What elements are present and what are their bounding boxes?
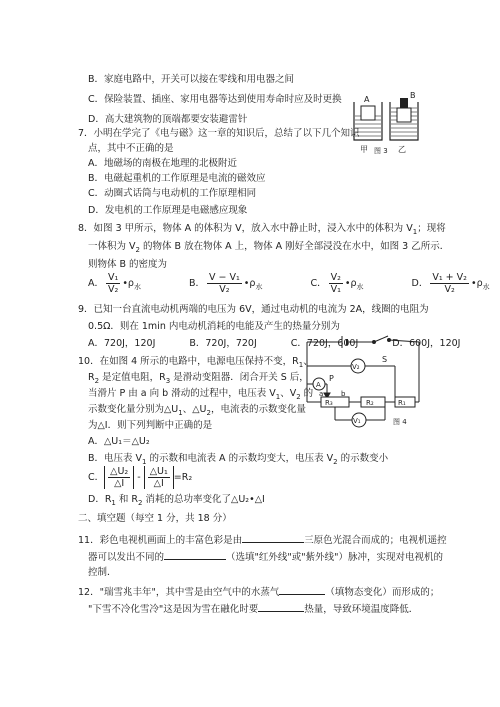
q11-line1: 11．彩色电视机画面上的丰富色彩是由 三原色光混合而成的；电视机遥控 (78, 532, 447, 547)
q10-stem-line5: 为△I．则下列判断中正确的是 (88, 420, 213, 431)
q9-option-d: D．600J，120J (392, 338, 461, 349)
q7-option-c: C．动圈式话筒与电动机的工作原理相同 (88, 188, 257, 199)
q10-stem-line3: 当滑片 P 由 a 向 b 滑动的过程中，电压表 $V_1$、$V_2$ 的 (88, 388, 314, 401)
q12-line2: "下雪不冷化雪冷"这是因为雪在融化时要 热量，导致环境温度降低． (88, 601, 418, 616)
figure-4-label-b: b (341, 390, 346, 398)
q10-stem-line1: 10．在如图 4 所示的电路中，电源电压保持不变，$R_1$、 (78, 356, 313, 369)
q9-stem-line1: 9．已知一台直流电动机两端的电压为 6V，通过电动机的电流为 2A，线圈的电阻为 (78, 304, 429, 315)
q7-option-b: B．电磁起重机的工作原理是电流的磁效应 (88, 173, 266, 184)
q10-option-c: C． $\frac{\text{△U₂}}{\triangle I}$ - $\frac{\text{△U₁}}{\triangle I}$ =R₂ (88, 466, 193, 489)
figure-4 (305, 332, 423, 430)
q7-stem-line1: 7．小明在学完了《电与磁》这一章的知识后，总结了以下几个知识 (78, 128, 360, 139)
figure-3-label-a: A (364, 95, 370, 104)
q9-option-c: C．720J，600J (290, 338, 359, 349)
q8-stem-line1: 8．如图 3 甲所示，物体 A 的体积为 V，放入水中静止时，浸入水中的体积为 $V_1$；现将 (78, 223, 446, 236)
q11-line2: 器可以发出不同的 （选填"红外线"或"紫外线"）脉冲，实现对电视机的 (88, 549, 443, 564)
figure-3-caption: 图 3 (374, 147, 388, 155)
q10-option-a: A．△U₁＝△U₂ (88, 436, 150, 447)
figure-4-label-v1: V₁ (353, 417, 361, 425)
q9-option-b: B．720J，720J (189, 338, 257, 349)
section-heading: 二、填空题（每空 1 分，共 18 分） (78, 513, 232, 524)
figure-3-label-jia: 甲 (360, 145, 368, 154)
figure-4-label-p: P (329, 374, 334, 383)
figure-3-label-b: B (410, 91, 416, 100)
figure-4-label-r2: R₂ (366, 399, 374, 407)
q6-option-d: D．高大建筑物的顶端都要安装避雷针 (88, 114, 248, 125)
q11-blank-2[interactable] (164, 549, 226, 560)
figure-3-label-yi: 乙 (398, 145, 406, 154)
figure-4-label-s: S (382, 355, 388, 364)
figure-4-label-ea: a (319, 390, 324, 398)
figure-4-caption: 图 4 (393, 418, 407, 426)
q10-stem-line4: 示数变化量分别为$\triangle U_1$、$\triangle U_2$，电流表的示数变化量 (88, 404, 306, 417)
q9-stem-line2: 0.5Ω．则在 1min 内电动机消耗的电能及产生的热量分别为 (88, 321, 340, 332)
q12-blank-2[interactable] (258, 601, 304, 612)
figure-4-label-r1: R₁ (398, 399, 406, 407)
figure-4-label-r3: R₃ (325, 399, 333, 407)
q10-stem-line2: $R_2$ 是定值电阻，$R_3$ 是滑动变阻器．闭合开关 S 后， (88, 372, 309, 385)
q8-options (88, 272, 490, 298)
q9-option-a: A．720J，120J (88, 338, 156, 349)
q12-line1: 12．"瑞雪兆丰年"，其中雪是由空气中的水蒸气 （填物态变化）而形成的； (78, 584, 439, 599)
q8-stem-line2: 一体积为 $V_2$ 的物体 B 放在物体 A 上，物体 A 刚好全部浸没在水中，如图 3 乙所示． (88, 241, 450, 254)
q10-option-d: D．$R_1$ 和 $R_2$ 消耗的总功率变化了△U₂•△I (88, 494, 265, 507)
q8-option-c: C． $\frac{\text{V₂}}{\text{V₁}}$ $•\rho_水$ (310, 272, 364, 295)
figure-3 (350, 92, 425, 158)
q8-stem-line3: 则物体 B 的密度为 (88, 259, 168, 270)
q7-option-d: D．发电机的工作原理是电磁感应现象 (88, 205, 248, 216)
q7-option-a: A．地磁场的南极在地理的北极附近 (88, 158, 237, 169)
q6-option-c: C．保险装置、插座、家用电器等达到使用寿命时应及时更换 (88, 94, 342, 105)
q8-option-a: A． $\frac{\text{V₁}}{\text{V₂}}$ $•\rho_水$ (88, 272, 141, 295)
q10-option-b: B．电压表 $V_1$ 的示数和电流表 A 的示数均变大，电压表 $V_2$ 的示数变小 (88, 453, 389, 466)
figure-4-label-v2: V₂ (352, 363, 360, 371)
q11-line3: 控制． (88, 567, 117, 578)
q8-option-d: D． $\frac{\text{V₁ + V₂}}{\text{V₂}}$ $•\rho_水$ (411, 272, 490, 295)
q8-option-b: B． $\frac{\text{V − V₁}}{\text{V₂}}$ $•\rho_水$ (188, 272, 263, 295)
q7-stem-line2: 点，其中不正确的是 (88, 143, 174, 154)
q12-blank-1[interactable] (279, 584, 325, 595)
q6-option-b: B．家庭电路中，开关可以接在零线和用电器之间 (88, 74, 295, 85)
figure-4-circuit (305, 332, 423, 430)
q11-blank-1[interactable] (242, 532, 304, 543)
figure-4-label-a: A (316, 381, 321, 389)
